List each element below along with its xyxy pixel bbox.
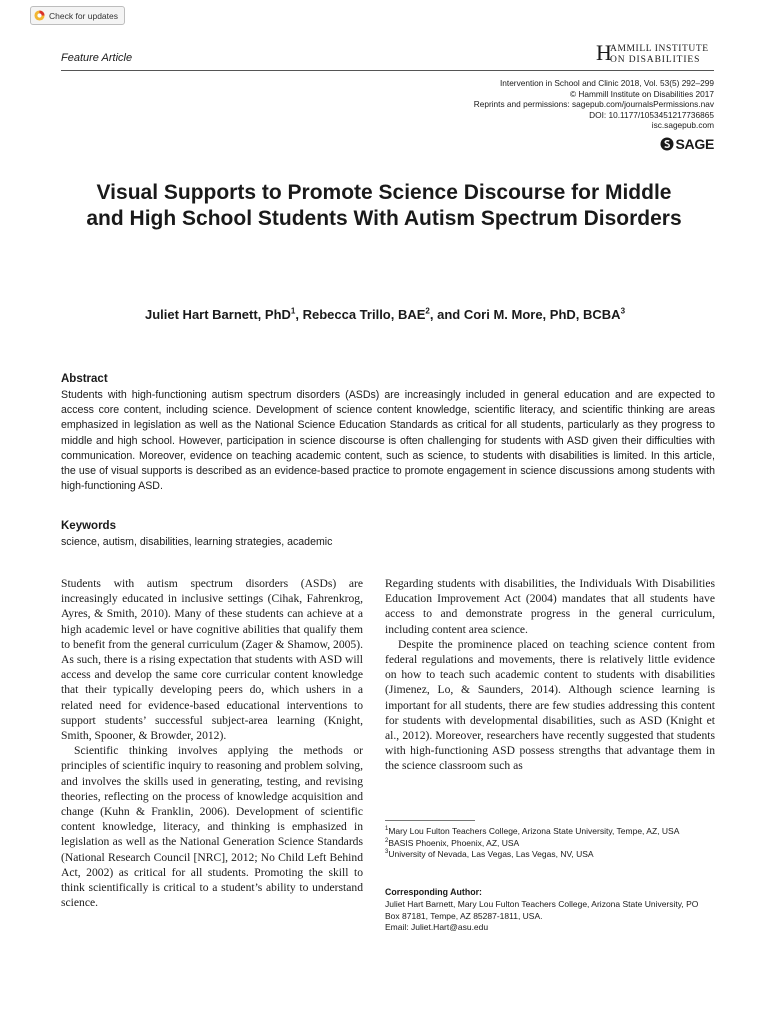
affiliation-item	[385, 849, 715, 861]
corresponding-author-heading: Corresponding Author:	[385, 887, 482, 897]
doi-line: DOI: 10.1177/1053451217736865	[589, 109, 714, 120]
author-affiliation-mark: 1	[290, 306, 296, 316]
journal-url[interactable]: isc.sagepub.com	[651, 120, 714, 130]
affiliation-item	[385, 826, 715, 838]
check-updates-icon	[34, 10, 45, 21]
logo-line-1: AMMILL INSTITUTE	[610, 44, 709, 54]
author-list	[60, 306, 710, 324]
abstract-heading: Abstract	[61, 373, 108, 385]
affiliation-text: University of Nevada, Las Vegas, Las Vegas, NV, USA	[388, 849, 594, 860]
header-divider	[61, 70, 714, 71]
affiliation-text: Mary Lou Fulton Teachers College, Arizona State University, Tempe, AZ, USA	[388, 826, 680, 836]
publisher-logo	[660, 136, 714, 152]
journal-metadata	[414, 78, 714, 131]
hammill-institute-logo	[596, 42, 716, 66]
body-paragraph: Scientific thinking involves applying the methods or principles of scientific inquiry to reasoning and problem solving, and involves the skills used in generating, testing, and revising theories, reflecting on the process of knowledge acquisition and change (Kuhn & Franklin, 2006). Development of scientific content knowledge, literacy, and thinking is emphasized in legislation as well as the National Generation Science Standards (National Research Council [NRC], 2012; No Child Left Behind Act, 2002) as critical for all students. Promoting the skill to think scientifically is critical to a student’s ability to understand science.	[61, 744, 363, 910]
logo-line-2: ON DISABILITIES	[610, 55, 701, 65]
corresponding-author	[385, 899, 715, 934]
keywords-heading: Keywords	[61, 520, 116, 532]
author-name: Cori M. More, PhD, BCBA	[463, 307, 621, 322]
corresponding-email[interactable]: Email: Juliet.Hart@asu.edu	[385, 922, 489, 933]
logo-letter: H	[596, 40, 612, 65]
affiliation-item	[385, 838, 715, 850]
abstract-text: Students with high-functioning autism spectrum disorders (ASDs) are increasingly included in general education and are expected to access core content, including science. Development of science content knowledge, scientific literacy, and scientific thinking are areas emphasized in legislation as well as the National Science Education Standards as critical for all students, particularly as they progress to middle and high school. However, participation in science discourse is often challenging for students with ASD given their difficulties with communication. Moreover, evidence on teaching academic content, such as science, to students with disabilities is limited. In this article, the use of visual supports is described as an evidence-based practice to promote engagement in science discussions among students with high-functioning ASD.	[61, 389, 715, 493]
author-affiliation-mark: 2	[425, 306, 430, 316]
affiliation-mark: 1	[385, 826, 389, 833]
check-for-updates-button[interactable]	[30, 6, 125, 25]
affiliation-mark: 3	[385, 849, 389, 856]
corresponding-address: Juliet Hart Barnett, Mary Lou Fulton Teachers College, Arizona State University, PO Box 87181, Tempe, AZ 85287-1811, USA.	[385, 899, 699, 921]
body-paragraph: Despite the prominence placed on teaching science content from federal regulations and movements, there is relatively little evidence on how to teach such academic content to students with disabilities (Jimenez, Lo, & Saunders, 2014). Although science learning is important for all students, there are few studies addressing this content for students with developmental disabilities, such as ASD (Knight et al., 2012). Moreover, researchers have recently suggested that students with high-functioning ASD possess strengths that advantage them in the science classroom such as	[385, 637, 715, 773]
check-for-updates-label: Check for updates	[49, 10, 118, 21]
permissions-line: Reprints and permissions: sagepub.com/journalsPermissions.nav	[473, 99, 714, 109]
body-column-left	[61, 576, 363, 910]
body-paragraph: Students with autism spectrum disorders (ASDs) are increasingly educated in inclusive settings (Cihak, Fahrenkrog, Ayres, & Smith, 2010). Many of these students can achieve at a high academic level or have cognitive abilities that qualify them to benefit from the general curriculum (Zager & Shamow, 2005). As such, there is a rising expectation that students with ASD will access and develop the same core curricular content knowledge that their typically developing peers do, which ushers in a related need for evidence-based educational interventions to support students’ successful subject-area learning (Knight, Smith, Spooner, & Browder, 2012).	[61, 577, 363, 743]
sage-logo-icon	[660, 137, 674, 151]
article-title: Visual Supports to Promote Science Discourse for Middle and High School Students With Autism Spectrum Disorders	[86, 181, 682, 230]
author-name: Rebecca Trillo, BAE	[302, 307, 426, 322]
copyright-line: © Hammill Institute on Disabilities 2017	[570, 88, 714, 99]
author-name: Juliet Hart Barnett, PhD	[144, 307, 291, 322]
body-paragraph: Regarding students with disabilities, the Individuals With Disabilities Education Improvement Act (2004) mandates that all students have access to and demonstrate progress in the general curriculum, including content area science.	[385, 577, 715, 636]
author-affiliation-mark: 3	[620, 306, 626, 316]
keywords-text: science, autism, disabilities, learning strategies, academic	[61, 536, 333, 548]
author-separator: , and	[429, 307, 464, 322]
publisher-name: SAGE	[675, 136, 714, 152]
affiliation-text: BASIS Phoenix, Phoenix, AZ, USA	[388, 837, 520, 848]
journal-citation: Intervention in School and Clinic 2018, Vol. 53(5) 292–299	[499, 78, 714, 88]
body-column-right	[385, 576, 715, 774]
affiliations	[385, 826, 715, 861]
affiliation-mark: 2	[385, 837, 389, 844]
author-separator: ,	[295, 307, 303, 322]
footnote-divider	[385, 820, 475, 821]
section-label: Feature Article	[61, 52, 133, 64]
